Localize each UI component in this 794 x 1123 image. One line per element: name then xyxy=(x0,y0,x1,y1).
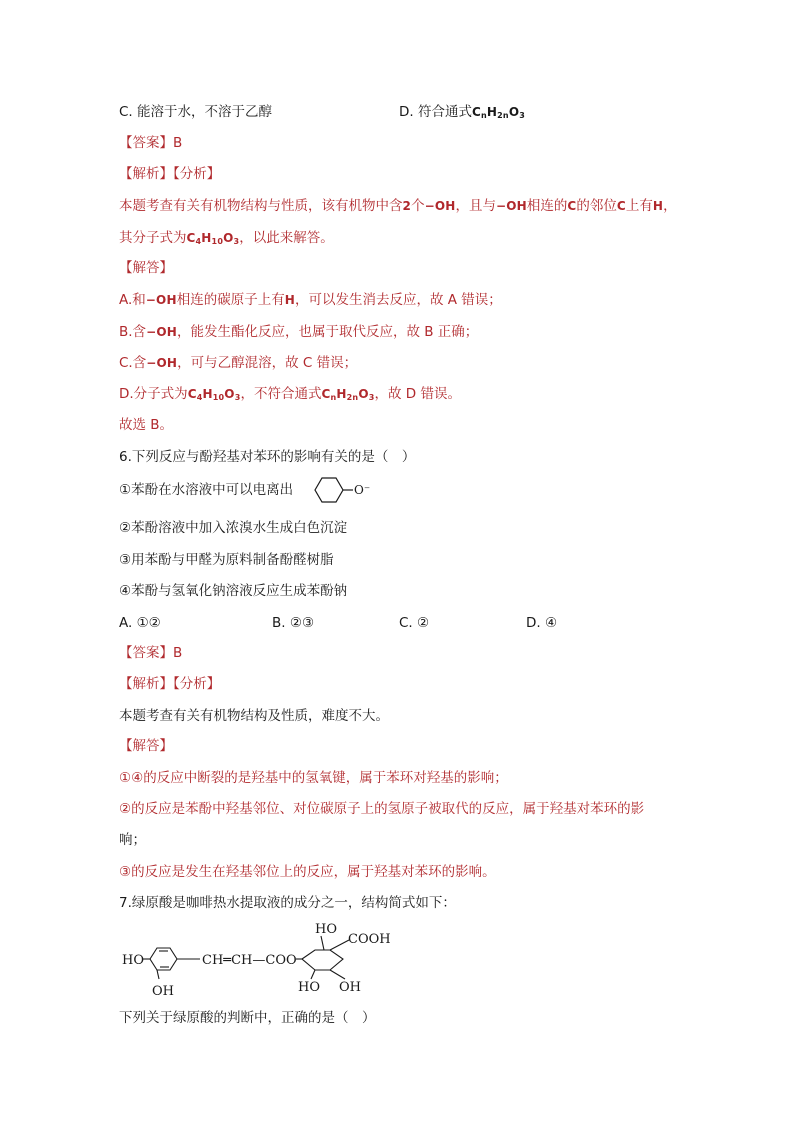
q6-item-1: ①苯酚在水溶液中可以电离出 xyxy=(119,482,294,498)
structure-oh-bottom: OH xyxy=(152,984,174,999)
structure-cooh: COOH xyxy=(348,932,391,947)
q5-answer: 【答案】B xyxy=(119,135,183,151)
q5-option-c: C. 能溶于水，不溶于乙醇 xyxy=(119,104,273,120)
q5-solution-head: 【解答】 xyxy=(119,260,173,276)
q6-solution-head: 【解答】 xyxy=(119,738,173,754)
q6-item-2: ②苯酚溶液中加入浓溴水生成白色沉淀 xyxy=(119,520,348,536)
formula-general: CnH2nO3 xyxy=(471,105,526,120)
structure-ho-top: HO xyxy=(315,922,337,937)
q5-solution-c: C.含−OH，可与乙醇混溶，故 C 错误； xyxy=(119,355,358,371)
q6-option-b: B. ②③ xyxy=(272,615,315,631)
q6-answer: 【答案】B xyxy=(119,645,183,661)
structure-oh-lower: OH xyxy=(339,980,361,995)
q6-solution-1: ①④的反应中断裂的是羟基中的氢氧键，属于苯环对羟基的影响； xyxy=(119,770,508,786)
q7-follow: 下列关于绿原酸的判断中，正确的是（ ） xyxy=(119,1010,376,1026)
q6-question: 6.下列反应与酚羟基对苯环的影响有关的是（ ） xyxy=(119,449,416,465)
q6-solution-2b: 响； xyxy=(119,832,146,848)
q5-analysis-line-2: 其分子式为C4H10O3，以此来解答。 xyxy=(119,230,334,246)
q5-option-d: D. 符合通式CnH2nO3 xyxy=(399,104,526,120)
q5-solution-a: A.和−OH相连的碳原子上有H，可以发生消去反应，故 A 错误； xyxy=(119,292,502,308)
q6-item-3: ③用苯酚与甲醛为原料制备酚醛树脂 xyxy=(119,552,334,568)
structure-ho-lower: HO xyxy=(298,980,320,995)
phenoxide-charge: O⁻ xyxy=(354,483,371,497)
q6-item-4: ④苯酚与氢氧化钠溶液反应生成苯酚钠 xyxy=(119,583,348,599)
q6-option-a: A. ①② xyxy=(119,615,161,631)
q6-option-c: C. ② xyxy=(399,615,430,631)
q5-analysis-head: 【解析】【分析】 xyxy=(119,166,221,182)
q7-question: 7.绿原酸是咖啡热水提取液的成分之一，结构简式如下： xyxy=(119,895,456,911)
structure-ho-left: HO xyxy=(122,953,144,968)
q5-solution-d: D.分子式为C4H10O3，不符合通式CnH2nO3，故 D 错误。 xyxy=(119,386,461,402)
q6-analysis: 本题考查有关有机物结构及性质，难度不大。 xyxy=(119,708,389,724)
phenoxide-structure xyxy=(311,473,371,507)
q6-analysis-head: 【解析】【分析】 xyxy=(119,676,221,692)
q6-option-d: D. ④ xyxy=(526,615,558,631)
structure-chain: CH═CH—COO xyxy=(202,953,297,968)
q5-solution-b: B.含−OH，能发生酯化反应，也属于取代反应，故 B 正确； xyxy=(119,324,479,340)
q5-choose: 故选 B。 xyxy=(119,417,174,433)
q5-analysis-line-1: 本题考查有关有机物结构与性质，该有机物中含2个−OH，且与−OH相连的C的邻位C上有H， xyxy=(119,198,677,214)
q6-solution-3: ③的反应是发生在羟基邻位上的反应，属于羟基对苯环的影响。 xyxy=(119,864,496,880)
q6-solution-2a: ②的反应是苯酚中羟基邻位、对位碳原子上的氢原子被取代的反应，属于羟基对苯环的影 xyxy=(119,801,645,817)
chlorogenic-acid-structure xyxy=(119,917,399,1001)
